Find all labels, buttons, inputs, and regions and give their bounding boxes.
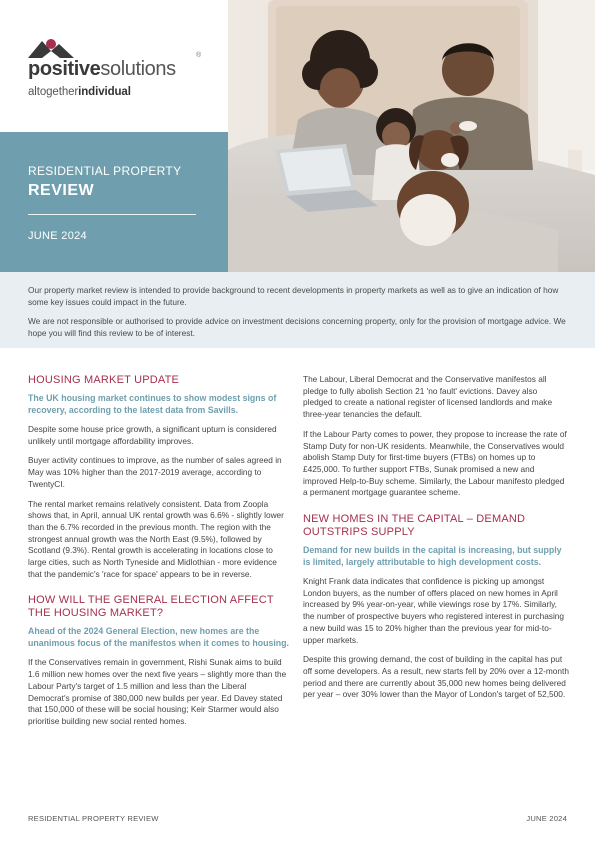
intro-paragraph-1: Our property market review is intended to provide background to recent developments in property markets as well as to give an indication of how some key issues could impact in the future.: [28, 285, 559, 307]
section-lead-general-election: Ahead of the 2024 General Election, new homes are the unanimous focus of the manifestos when it comes to housing.: [28, 626, 289, 648]
document-title: REVIEW: [28, 182, 95, 199]
body-paragraph: If the Conservatives remain in government, Rishi Sunak aims to build 1.6 million new homes over the next five years – slightly more than the Labour Party's target of 1.5 million and less than the Liberal Democrat's promise of 380,000 new builds per year. Ed Davey stated that 150,000 of these will be social housing; Keir Starmer would also prioritise building new social rented homes.: [28, 657, 287, 726]
body-paragraph: Despite this growing demand, the cost of building in the capital has put off some developers. As a result, new starts fell by 20% over a 12-month period and there are currently about 35,000 new homes being delivered per year – over 30% lower than the Mayor of London's target of 52,500.: [303, 654, 569, 700]
title-divider: [28, 214, 196, 215]
title-panel: [0, 132, 228, 272]
brand-name-bold: positive: [28, 58, 101, 80]
brand-mark-icon: [28, 38, 74, 58]
document-kicker: RESIDENTIAL PROPERTY: [28, 164, 182, 178]
footer-title: RESIDENTIAL PROPERTY REVIEW: [28, 814, 159, 823]
intro-band: [0, 272, 595, 348]
brand-logo: [0, 0, 228, 132]
right-column: [303, 374, 569, 709]
brand-name-light: solutions: [100, 58, 176, 80]
body-paragraph: If the Labour Party comes to power, they propose to increase the rate of Stamp Duty for non-UK residents. Meanwhile, the Conservatives would abolish Stamp Duty for first-time buyers (FTBs) on homes up to £425,000. To further support FTBs, Sunak promised a new and improved Help-to-Buy scheme. Similarly, the Labour manifesto pledged a permanent mortgage guarantee scheme.: [303, 428, 567, 498]
brand-wordmark: [28, 58, 176, 81]
body-paragraph: Knight Frank data indicates that confidence is picking up amongst London buyers, as the number of offers placed on new homes in April increased by 9% year-on-year, while viewings rose by 17%. Similarly, the number of prospective buyers who registered interest in purchasing a new build was 15 to 20% higher than the previous year for mid-to-upper markets.: [303, 576, 565, 645]
page-header: [0, 0, 595, 272]
section-lead-new-homes: Demand for new builds in the capital is increasing, but supply is limited, largely attributable to high development costs.: [303, 545, 562, 567]
family-on-bed-image: [228, 0, 595, 272]
intro-paragraph-2: We are not responsible or authorised to provide advice on investment decisions concerning property, only for the provision of mortgage advice. We hope you will find this review to be of interest.: [28, 316, 566, 338]
footer-date: JUNE 2024: [526, 814, 567, 823]
brand-tagline: [28, 86, 131, 98]
body-paragraph: Despite some house price growth, a significant upturn is considered unlikely until mortgage affordability improves.: [28, 424, 277, 446]
section-heading-general-election: HOW WILL THE GENERAL ELECTION AFFECT THE HOUSING MARKET?: [28, 594, 274, 620]
body-paragraph: The rental market remains relatively consistent. Data from Zoopla shows that, in April, annual UK rental growth was 6.6% - slightly lower than the 6.7% recorded in the previous month. The region with the strongest annual growth was the North East (9.5%), followed by Scotland (9.3%). Rental growth is accelerating in locations close to large cities, such as North Tyneside and Midlothian - more evidence that the pandemic's 'race for space' appears to be in reverse.: [28, 498, 284, 579]
document-date: JUNE 2024: [28, 230, 87, 242]
hero-photo: [228, 0, 595, 272]
body-paragraph: Buyer activity continues to improve, as the number of sales agreed in May was 10% higher than the 2017-2019 average, according to TwentyCI.: [28, 455, 282, 489]
body-paragraph: The Labour, Liberal Democrat and the Conservative manifestos all pledge to fully abolish Section 21 'no fault' evictions. Davey also pledged to create a national register of licensed landlords and make three-year tenancies the default.: [303, 374, 553, 420]
registered-mark: ®: [196, 52, 202, 59]
left-column: [28, 374, 290, 736]
section-lead-housing-market: The UK housing market continues to show modest signs of recovery, according to the latest data from Savills.: [28, 393, 277, 415]
tagline-bold: individual: [78, 86, 131, 98]
page-footer: [28, 814, 567, 823]
section-heading-new-homes: NEW HOMES IN THE CAPITAL – DEMAND OUTSTRIPS SUPPLY: [303, 513, 526, 539]
section-heading-housing-market: HOUSING MARKET UPDATE: [28, 374, 180, 386]
tagline-light: altogether: [28, 86, 79, 98]
